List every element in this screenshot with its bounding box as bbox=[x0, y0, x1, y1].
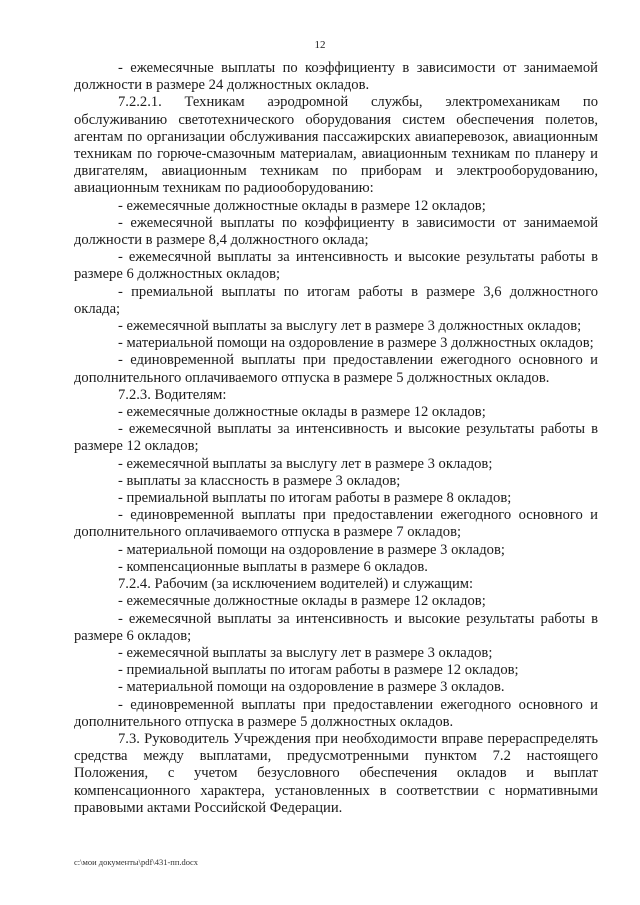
file-path-footer: c:\мои документы\pdf\431-пп.docx bbox=[74, 857, 199, 867]
list-item: - единовременной выплаты при предоставлении ежегодного основного и дополнительного отпуска в размере 5 должностных окладов. bbox=[74, 696, 598, 730]
page-number: 12 bbox=[314, 39, 326, 51]
list-item: - единовременной выплаты при предоставлении ежегодного основного и дополнительного оплачиваемого отпуска в размере 7 окладов; bbox=[74, 507, 598, 541]
list-item: - ежемесячной выплаты по коэффициенту в зависимости от занимаемой должности в размере 8,4 должностного оклада; bbox=[74, 214, 598, 249]
list-item: - материальной помощи на оздоровление в размере 3 окладов. bbox=[118, 679, 505, 696]
list-item: - ежемесячной выплаты за выслугу лет в размере 3 должностных окладов; bbox=[118, 318, 582, 335]
list-item: - ежемесячной выплаты за выслугу лет в размере 3 окладов; bbox=[118, 455, 493, 472]
list-item: - материальной помощи на оздоровление в размере 3 окладов; bbox=[118, 541, 505, 558]
list-item: - ежемесячные должностные оклады в размере 12 окладов; bbox=[118, 197, 486, 214]
paragraph-official-salary-coefficient-payment: - ежемесячные выплаты по коэффициенту в зависимости от занимаемой должности в размере 24 должностных окладов. bbox=[74, 60, 598, 94]
document-body bbox=[74, 60, 598, 817]
list-item: - выплаты за классность в размере 3 окладов; bbox=[118, 472, 401, 489]
list-item: - единовременной выплаты при предоставлении ежегодного основного и дополнительного оплачиваемого отпуска в размере 5 должностных окладов. bbox=[74, 352, 598, 386]
section-heading-7-2-3: 7.2.3. Водителям: bbox=[118, 386, 227, 403]
list-item: - ежемесячной выплаты за интенсивность и высокие результаты работы в размере 12 окладов; bbox=[74, 421, 598, 455]
list-item: - компенсационные выплаты в размере 6 окладов. bbox=[118, 558, 428, 575]
list-item: - ежемесячной выплаты за интенсивность и высокие результаты работы в размере 6 окладов; bbox=[74, 610, 598, 644]
list-item: - ежемесячные должностные оклады в размере 12 окладов; bbox=[118, 593, 486, 610]
section-7-3-paragraph: 7.3. Руководитель Учреждения при необходимости вправе перераспределять средства между выплатами, предусмотренными пунктом 7.2 настоящего Положения, с учетом безусловного обеспечения окладов и выплат компенсационного характера, установленных в соответствии с нормативными правовыми актами Российской Федерации. bbox=[74, 730, 598, 816]
list-item: - премиальной выплаты по итогам работы в размере 3,6 должностного оклада; bbox=[74, 283, 598, 317]
section-heading-7-2-4: 7.2.4. Рабочим (за исключением водителей) и служащим: bbox=[118, 576, 474, 593]
list-item: - ежемесячные должностные оклады в размере 12 окладов; bbox=[118, 404, 486, 421]
list-item: - премиальной выплаты по итогам работы в размере 12 окладов; bbox=[118, 662, 519, 679]
list-item: - ежемесячной выплаты за выслугу лет в размере 3 окладов; bbox=[118, 644, 493, 661]
list-item: - премиальной выплаты по итогам работы в размере 8 окладов; bbox=[118, 490, 512, 507]
list-item: - материальной помощи на оздоровление в размере 3 должностных окладов; bbox=[118, 335, 594, 352]
list-item: - ежемесячной выплаты за интенсивность и высокие результаты работы в размере 6 должностных окладов; bbox=[74, 249, 598, 283]
section-heading-7-2-2-1: 7.2.2.1. Техникам аэродромной службы, электромеханикам по обслуживанию светотехнического оборудования систем обеспечения полетов, агентам по организации обслуживания пассажирских авиаперевозок, авиационным техникам по горюче-смазочным материалам, авиационным техникам по планеру и двигателям, авиационным техникам по приборам и электрооборудованию, авиационным техникам по радиооборудованию: bbox=[74, 94, 598, 197]
